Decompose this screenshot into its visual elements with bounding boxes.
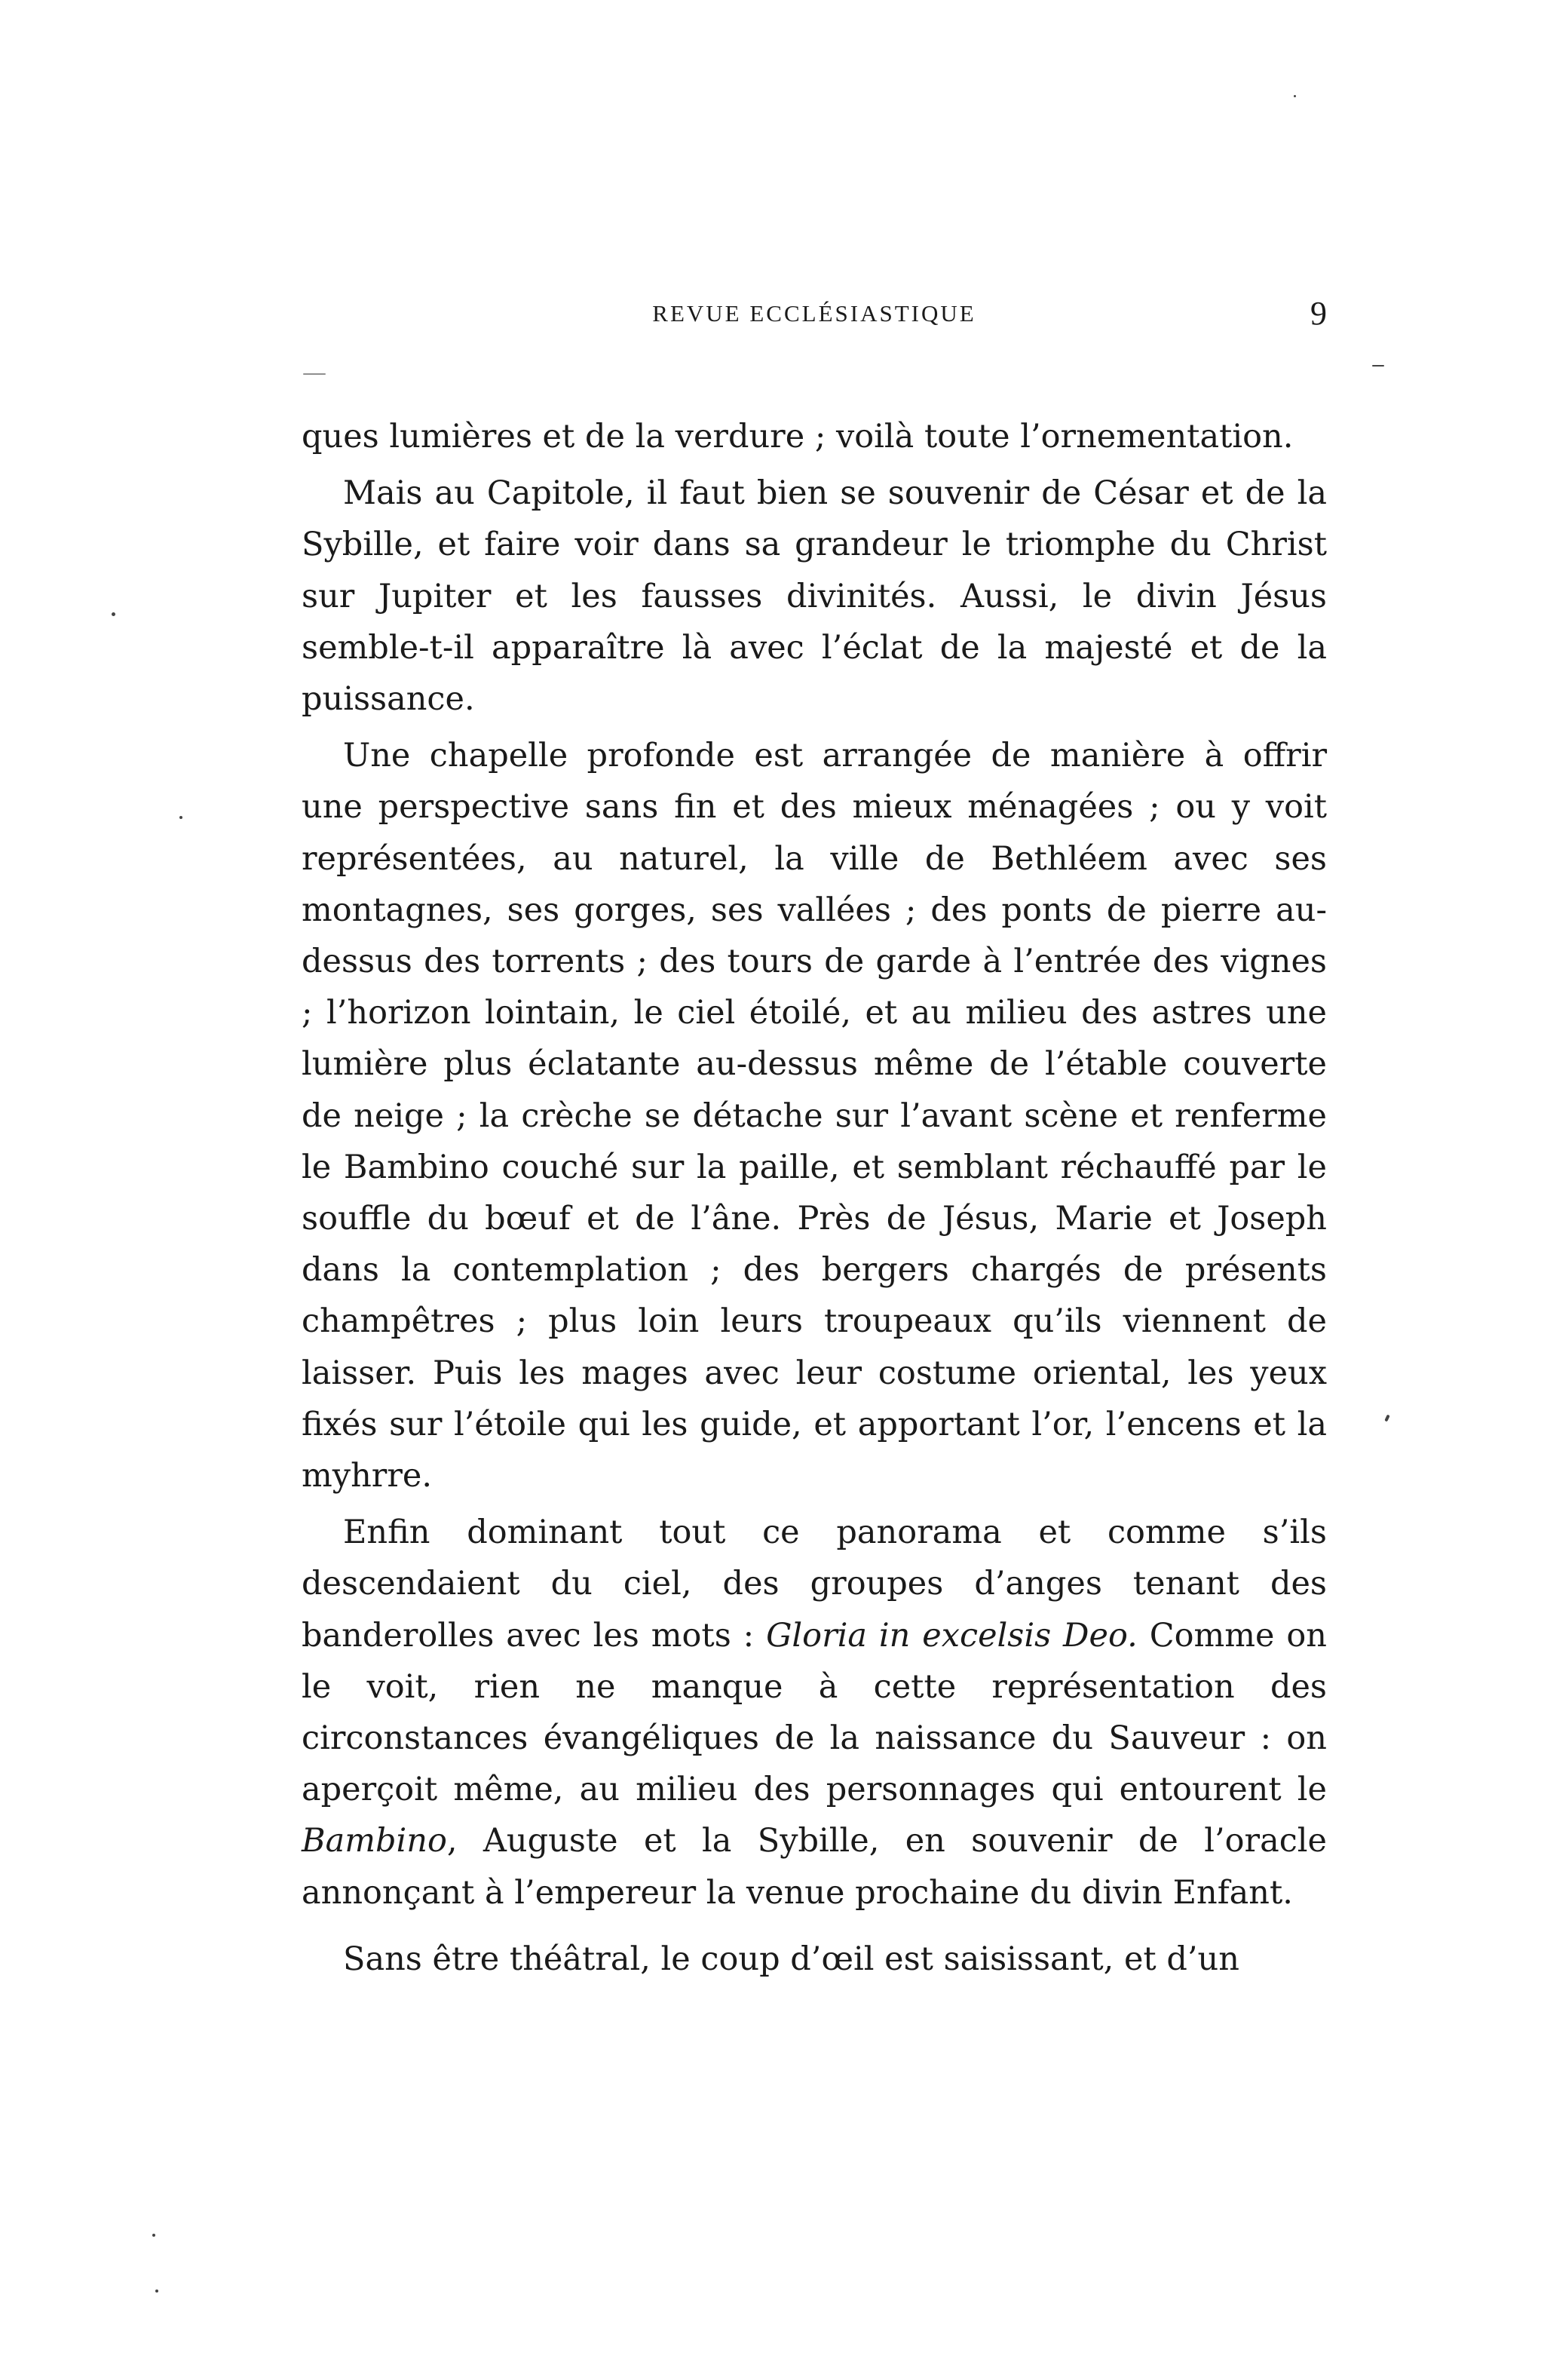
paragraph-panorama — [302, 1507, 1327, 1918]
paragraph-capitole: Mais au Capitole, il faut bien se souvenir de César et de la Sybille, et faire voir dans sa grandeur le triomphe du Christ sur Jupiter et les fausses divinités. Aussi, le divin Jésus semble-t-il apparaître là avec l’éclat de la majesté et de la puissance. — [302, 474, 1327, 719]
text-segment: Comme on le voit, rien ne manque à cette représentation des circonstances évangéliques de la naissance du Sauveur : on aperçoit même, au milieu des personnages qui entourent le — [302, 1616, 1327, 1809]
scan-speck — [179, 816, 182, 819]
text-segment: , Auguste et la Sybille, en souvenir de l’oracle annonçant à l’empereur la venue prochaine du divin Enfant. — [302, 1822, 1327, 1912]
scan-speck — [155, 2290, 158, 2293]
journal-title: REVUE ECCLÉSIASTIQUE — [652, 300, 976, 327]
page-number: 9 — [1310, 295, 1327, 332]
scan-speck — [303, 373, 326, 375]
italic-phrase-gloria: Gloria in excelsis Deo. — [766, 1616, 1138, 1655]
paragraph-theatral: Sans être théâtral, le coup d’œil est saisissant, et d’un — [343, 1940, 1239, 1978]
body-text — [302, 411, 1327, 1985]
scan-speck — [1294, 95, 1296, 97]
scan-speck — [112, 612, 115, 616]
paragraph-chapelle: Une chapelle profonde est arrangée de manière à offrir une perspective sans fin et des mieux ménagées ; ou y voit représentées, au naturel, la ville de Bethléem avec ses montagnes, ses gorges, ses vallées ; des ponts de pierre au-dessus des torrents ; des tours de garde à l’entrée des vignes ; l’horizon lointain, le ciel étoilé, et au milieu des astres une lumière plus éclatante au-dessus même de l’étable couverte de neige ; la crèche se détache sur l’avant scène et renferme le Bambino couché sur la paille, et semblant réchauffé par le souffle du bœuf et de l’âne. Près de Jésus, Marie et Joseph dans la contemplation ; des bergers chargés de présents champêtres ; plus loin leurs troupeaux qu’ils viennent de laisser. Puis les mages avec leur costume oriental, les yeux fixés sur l’étoile qui les guide, et apportant l’or, l’encens et la myhrre. — [302, 737, 1327, 1495]
scan-speck — [1384, 1415, 1389, 1422]
text-segment: Enfin dominant tout ce panorama et comme s’ils descendaient du ciel, des groupes d’anges tenant des banderolles avec les mots : — [302, 1514, 1327, 1655]
scan-speck — [1372, 365, 1384, 367]
paragraph-continuation: ques lumières et de la verdure ; voilà toute l’ornementation. — [302, 418, 1294, 455]
running-header — [302, 294, 1327, 339]
italic-word-bambino: Bambino — [302, 1822, 447, 1860]
scan-speck — [152, 2234, 155, 2237]
